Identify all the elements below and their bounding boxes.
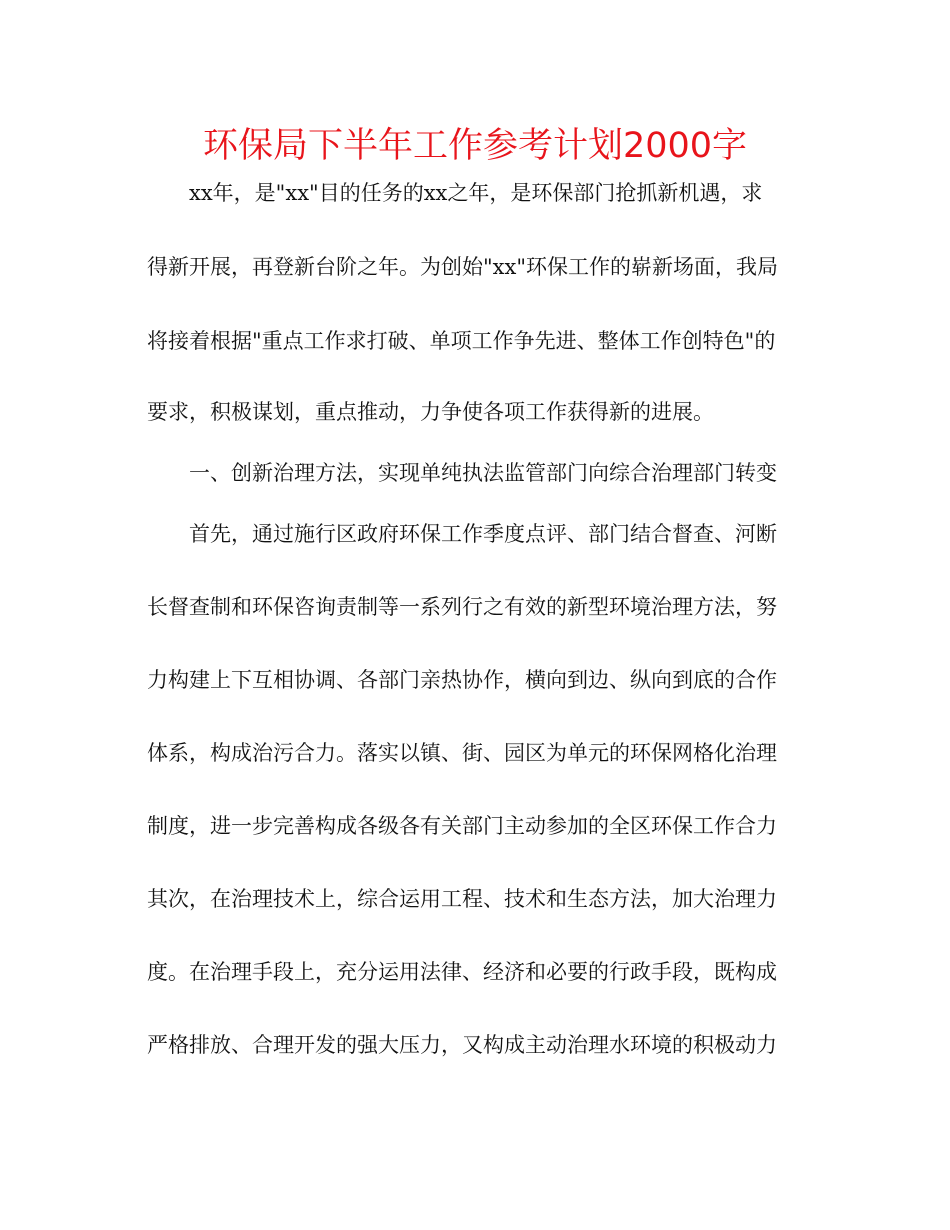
paragraph-line: 制度，进一步完善构成各级各有关部门主动参加的全区环保工作合力	[147, 814, 777, 838]
paragraph-line: 得新开展，再登新台阶之年。为创始"xx"环保工作的崭新场面，我局	[147, 255, 779, 279]
paragraph-line: xx年，是"xx"目的任务的xx之年，是环保部门抢抓新机遇，求	[189, 181, 763, 205]
paragraph-line: 体系，构成治污合力。落实以镇、街、园区为单元的环保网格化治理	[147, 741, 777, 765]
paragraph-line: 度。在治理手段上，充分运用法律、经济和必要的行政手段，既构成	[147, 960, 777, 984]
document-title: 环保局下半年工作参考计划2000字	[202, 126, 748, 166]
paragraph-line: 严格排放、合理开发的强大压力，又构成主动治理水环境的积极动力	[147, 1033, 777, 1057]
paragraph-line: 长督查制和环保咨询责制等一系列行之有效的新型环境治理方法，努	[147, 595, 777, 619]
paragraph-line: 要求，积极谋划，重点推动，力争使各项工作获得新的进展。	[147, 400, 714, 424]
paragraph-line: 其次，在治理技术上，综合运用工程、技术和生态方法，加大治理力	[147, 887, 777, 911]
paragraph-line: 首先，通过施行区政府环保工作季度点评、部门结合督查、河断	[189, 522, 777, 546]
paragraph-line: 将接着根据"重点工作求打破、单项工作争先进、整体工作创特色"的	[147, 329, 776, 353]
section-heading: 一、创新治理方法，实现单纯执法监管部门向综合治理部门转变	[189, 461, 777, 485]
paragraph-line: 力构建上下互相协调、各部门亲热协作，横向到边、纵向到底的合作	[147, 668, 777, 692]
